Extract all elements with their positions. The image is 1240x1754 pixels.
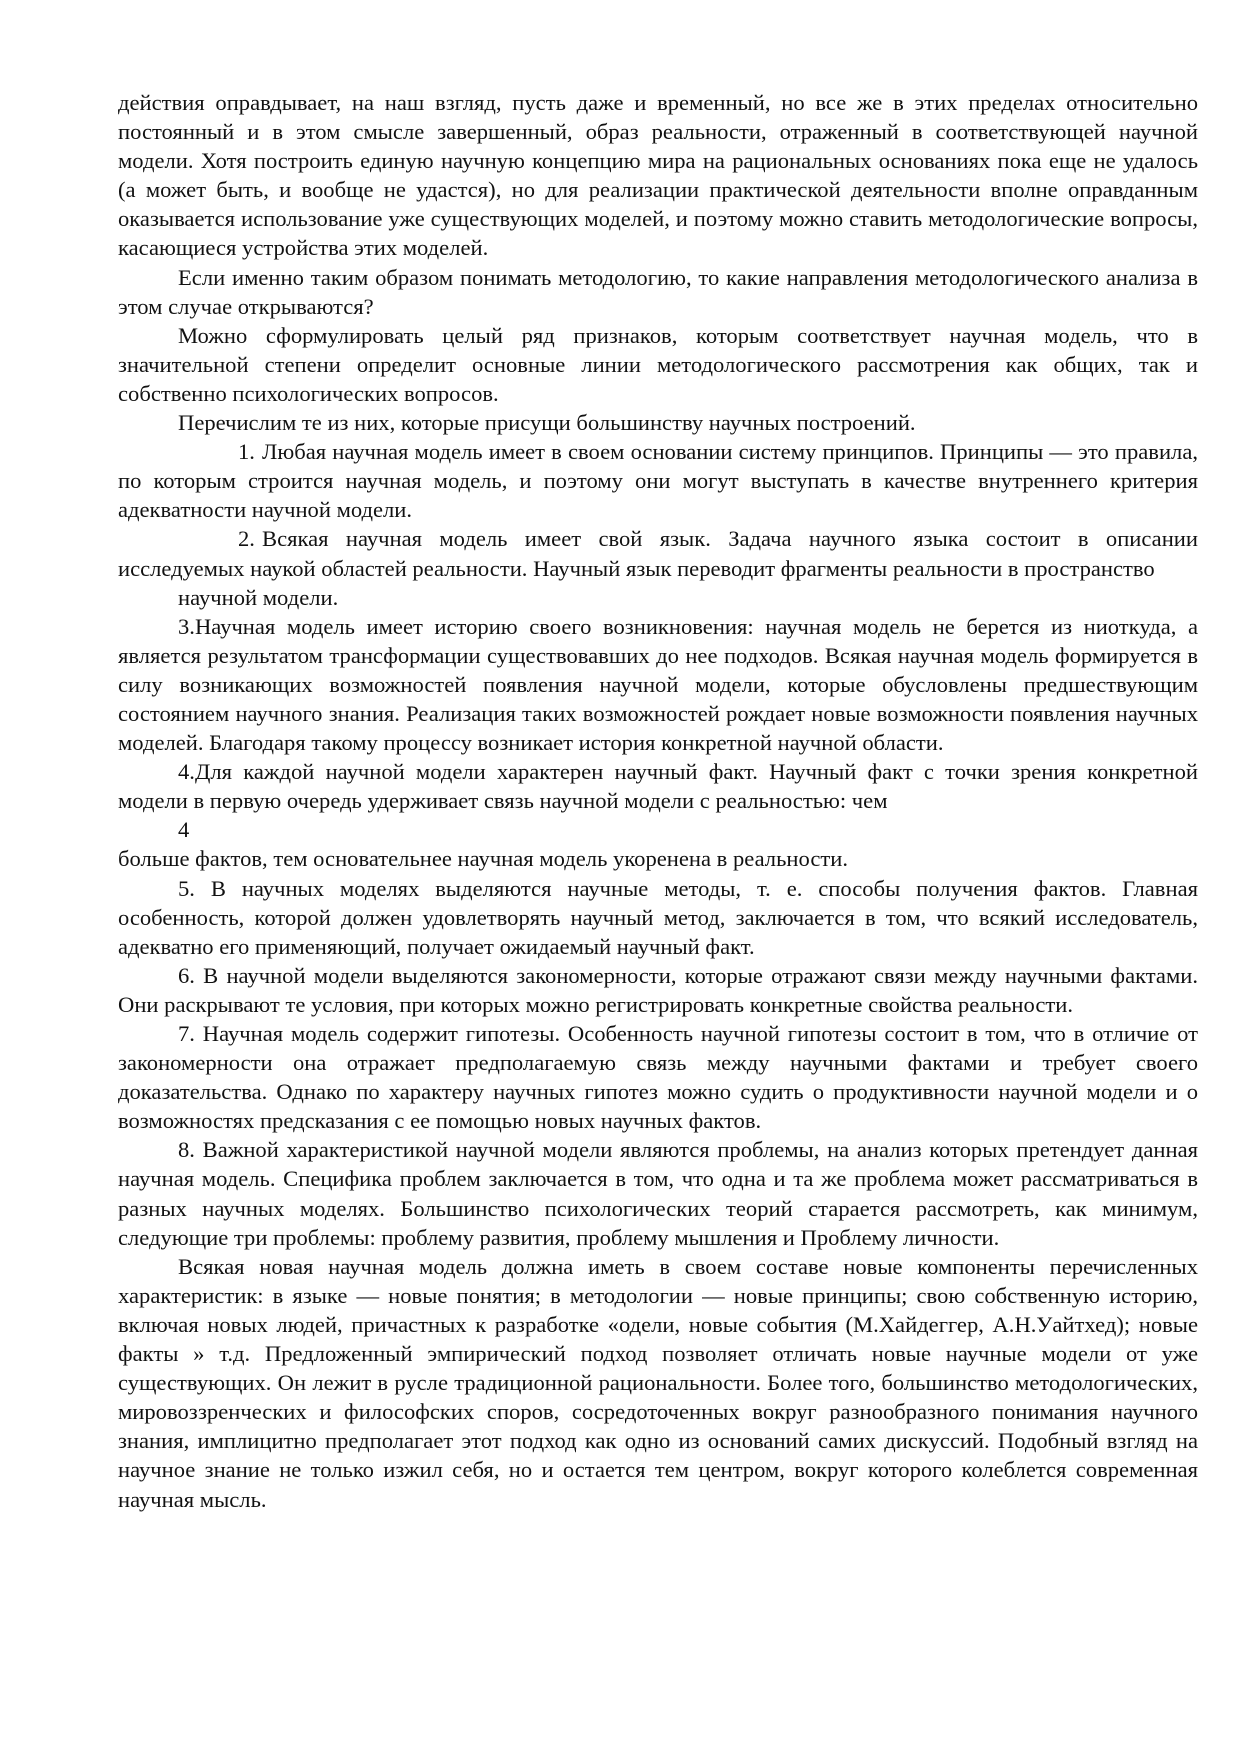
list-item-1-number: 1.	[238, 439, 255, 465]
paragraph-list-intro: Перечислим те из них, которые присущи большинству научных построений.	[178, 410, 916, 436]
list-item-2	[118, 524, 1198, 582]
list-item-4-continuation: больше фактов, тем основательнее научная модель укоренена в реальности.	[118, 846, 848, 872]
document-page	[118, 88, 1198, 1514]
list-item-6: 6. В научной модели выделяются закономерности, которые отражают связи между научными фактами. Они раскрывают те условия, при которых можно регистрировать конкретные свойства реальности.	[118, 962, 1198, 1017]
list-item-1-text: Любая научная модель имеет в своем основании систему принципов. Принципы — это правила, по которым строится научная модель, и поэтому они могут выступать в качестве внутреннего критерия адекватности научной модели.	[118, 439, 1198, 523]
list-item-5: 5. В научных моделях выделяются научные методы, т. е. способы получения фактов. Главная особенность, которой должен удовлетворять научный метод, заключается в том, что всякий исследователь, адекватно его применяющий, получает ожидаемый научный факт.	[118, 875, 1198, 959]
paragraph-features: Можно сформулировать целый ряд признаков, которым соответствует научная модель, что в значительной степени определит основные линии методологического рассмотрения как общих, так и собственно психологических вопросов.	[118, 322, 1198, 406]
list-item-4: 4.Для каждой научной модели характерен научный факт. Научный факт с точки зрения конкретной модели в первую очередь удерживает связь научной модели с реальностью: чем	[118, 759, 1198, 814]
list-item-8: 8. Важной характеристикой научной модели являются проблемы, на анализ которых претендует данная научная модель. Специфика проблем заключается в том, что одна и та же проблема может рассматриваться в разных научных моделях. Большинство психологических теорий старается рассмотреть, как минимум, следующие три проблемы: проблему развития, проблему мышления и Проблему личности.	[118, 1137, 1198, 1250]
list-item-2-number: 2.	[238, 526, 255, 552]
page-number: 4	[178, 817, 190, 843]
list-item-1	[118, 437, 1198, 524]
paragraph-intro-continuation: действия оправдывает, на наш взгляд, пусть даже и временный, но все же в этих пределах относительно постоянный и в этом смысле завершенный, образ реальности, отраженный в соответствующей научной модели. Хотя построить единую научную концепцию мира на рациональных основаниях пока еще не удалось (а может быть, и вообще не удастся), но для реализации практической деятельности вполне оправданным оказывается использование уже существующих моделей, и поэтому можно ставить методологические вопросы, касающиеся устройства этих моделей.	[118, 90, 1198, 261]
list-item-2-text: Всякая научная модель имеет свой язык. Задача научного языка состоит в описании исследуемых наукой областей реальности. Научный язык переводит фрагменты реальности в пространство	[118, 526, 1198, 581]
paragraph-question: Если именно таким образом понимать методологию, то какие направления методологического анализа в этом случае открываются?	[118, 264, 1198, 319]
list-item-2-tail: научной модели.	[178, 584, 339, 610]
list-item-3: 3.Научная модель имеет историю своего возникновения: научная модель не берется из ниоткуда, а является результатом трансформации существовавших до нее подходов. Всякая научная модель формируется в силу возникающих возможностей появления научной модели, которые обусловлены предшествующим состоянием научного знания. Реализация таких возможностей рождает новые возможности появления научных моделей. Благодаря такому процессу возникает история конкретной научной области.	[118, 613, 1198, 756]
list-item-7: 7. Научная модель содержит гипотезы. Особенность научной гипотезы состоит в том, что в отличие от закономерности она отражает предполагаемую связь между научными фактами и требует своего доказательства. Однако по характеру научных гипотез можно судить о продуктивности научной модели и о возможностях предсказания с ее помощью новых научных фактов.	[118, 1021, 1198, 1134]
paragraph-conclusion: Всякая новая научная модель должна иметь в своем составе новые компоненты перечисленных характеристик: в языке — новые понятия; в методологии — новые принципы; свою собственную историю, включая новых людей, причастных к разработке «одели, новые события (М.Хайдеггер, А.Н.Уайтхед); новые факты » т.д. Предложенный эмпирический подход позволяет отличать новые научные модели от уже существующих. Он лежит в русле традиционной рациональности. Более того, большинство методологических, мировоззренческих и философских споров, сосредоточенных вокруг разнообразного понимания научного знания, имплицитно предполагает этот подход как одно из оснований самих дискуссий. Подобный взгляд на научное знание не только изжил себя, но и остается тем центром, вокруг которого колеблется современная научная мысль.	[118, 1253, 1198, 1512]
